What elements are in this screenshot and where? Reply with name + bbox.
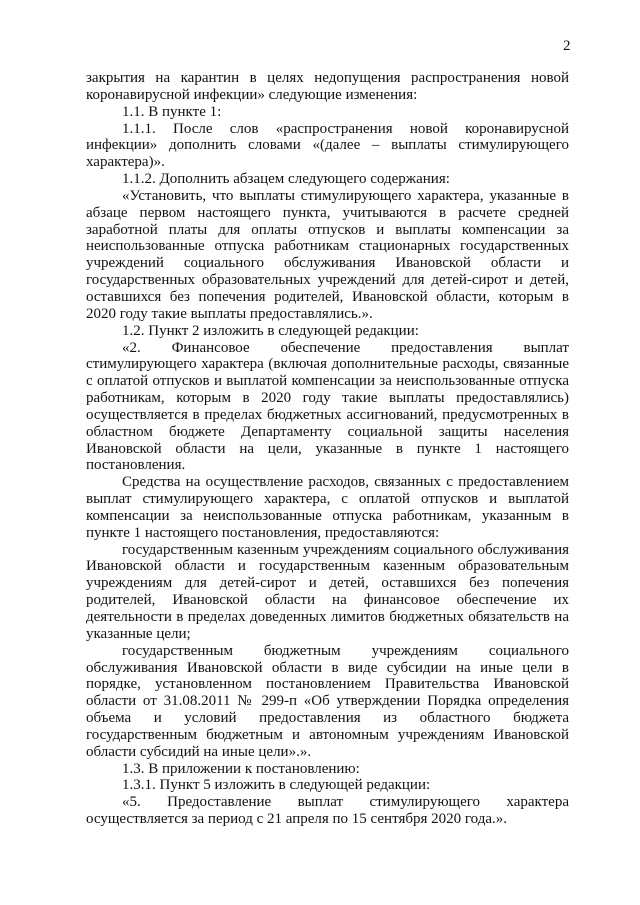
body-paragraph: 1.1. В пункте 1: [122,103,222,120]
body-paragraph: государственным бюджетным учреждениям социального обслуживания Ивановской области в виде субсидии на иные цели в порядке, установленном постановлением Правительства Ивановской области от 31.08.2011 № 299-п «Об утверждении Порядка определения объема и условий предоставления из областного бюджета государственным бюджетным и автономным учреждениям Ивановской области субсидий на иные цели».». [86,642,569,760]
body-paragraph: «2. Финансовое обеспечение предоставления выплат стимулирующего характера (включая дополнительные расходы, связанные с оплатой отпусков и выплатой компенсации за неиспользованные отпуска работникам, которым в 2020 году такие выплаты предоставлялись) осуществляется в пределах бюджетных ассигнований, предусмотренных в областном бюджете Департаменту социальной защиты населения Ивановской области на цели, указанные в пункте 1 настоящего постановления. [86,339,569,474]
body-paragraph: 1.2. Пункт 2 изложить в следующей редакции: [122,322,419,339]
body-paragraph: 1.3.1. Пункт 5 изложить в следующей редакции: [122,777,431,794]
body-paragraph: Средства на осуществление расходов, связанных с предоставлением выплат стимулирующего характера, с оплатой отпусков и выплатой компенсации за неиспользованные отпуска работникам, указанным в пункте 1 настоящего постановления, предоставляются: [86,474,569,541]
page-number: 2 [563,38,571,54]
body-paragraph: «5. Предоставление выплат стимулирующего характера осуществляется за период с 21 апреля по 15 сентября 2020 года.». [86,794,569,828]
body-paragraph: государственным казенным учреждениям социального обслуживания Ивановской области и государственным казенным образовательным учреждениям для детей-сирот и детей, оставшихся без попечения родителей, Ивановской области на финансовое обеспечение их деятельности в пределах доведенных лимитов бюджетных обязательств на указанные цели; [86,541,569,642]
document-body [86,70,569,828]
body-paragraph: 1.1.2. Дополнить абзацем следующего содержания: [122,171,450,188]
body-paragraph: закрытия на карантин в целях недопущения распространения новой коронавирусной инфекции» следующие изменения: [86,70,569,103]
body-paragraph: «Установить, что выплаты стимулирующего характера, указанные в абзаце первом настоящего пункта, учитываются в расчете средней заработной платы для оплаты отпусков и выплаты компенсации за неиспользованные отпуска работникам стационарных государственных учреждений социального обслуживания Ивановской области и государственных образовательных учреждений для детей-сирот и детей, оставшихся без попечения родителей, Ивановской области, которым в 2020 году такие выплаты предоставлялись.». [86,187,569,322]
body-paragraph: 1.3. В приложении к постановлению: [122,760,360,777]
body-paragraph: 1.1.1. После слов «распространения новой коронавирусной инфекции» дополнить словами «(далее – выплаты стимулирующего характера)». [86,120,569,171]
